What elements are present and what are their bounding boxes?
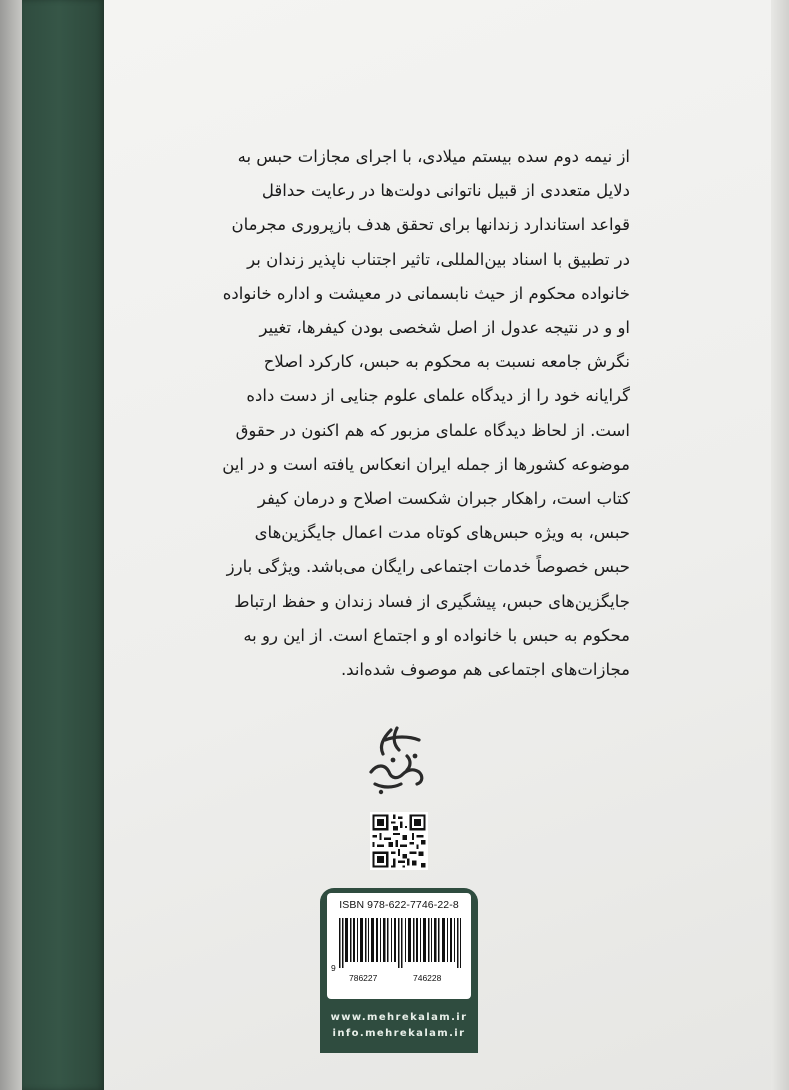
publisher-email[interactable]: info.mehrekalam.ir	[332, 1028, 466, 1039]
blurb-line: حبس، به ویژه حبس‌های کوتاه مدت اعمال جایگزین‌های	[254, 523, 630, 543]
blurb-line: است. از لحاظ دیدگاه علمای مزبور که هم اکنون در حقوق	[235, 420, 630, 440]
barcode-digits-left: 786227	[349, 973, 378, 983]
blurb-line: جایگزین‌های حبس، پیشگیری از فساد زندان و حفظ ارتباط	[234, 591, 630, 611]
blurb-line: از نیمه دوم سده بیستم میلادی، با اجرای مجازات حبس به	[237, 147, 630, 166]
barcode-bars	[339, 918, 461, 968]
background-edge	[0, 0, 22, 1090]
blurb-line: گرایانه خود را از دیدگاه علمای علوم جنایی از دست داده	[246, 386, 630, 406]
blurb-line: قواعد استاندارد زندانها برای تحقق هدف بازپروری مجرمان	[231, 215, 630, 235]
blurb-line: خانواده محکوم از حیث نابسمانی در معیشت و اداره خانواده	[222, 283, 630, 303]
isbn-number: ISBN 978-622-7746-22-8	[339, 899, 459, 911]
blurb-line: موضوعه کشورها از جمله ایران انعکاس یافته است و در این	[222, 454, 630, 474]
blurb-line: حبس خصوصاً خدمات اجتماعی رایگان می‌باشد. ویژگی بارز	[226, 557, 630, 577]
back-cover-blurb	[168, 140, 630, 687]
blurb-line: نگرش جامعه نسبت به محکوم به حبس، کارکرد اصلاح	[263, 352, 630, 372]
blurb-line: کتاب است، راهکار جبران شکست اصلاح و درمان کیفر	[257, 489, 630, 509]
blurb-line: دلایل متعددی از قبیل ناتوانی دولت‌ها در رعایت حداقل	[261, 181, 630, 201]
blurb-line: در تطبیق با اسناد بین‌المللی، تاثیر اجتناب ناپذیر زندان بر	[247, 249, 630, 269]
book-spine	[22, 0, 104, 1090]
cover-right-edge	[771, 0, 789, 1090]
blurb-line: او و در نتیجه عدول از اصل شخصی بودن کیفرها، تغییر	[259, 318, 630, 338]
blurb-line: محکوم به حبس با خانواده او و اجتماع است. از این رو به	[243, 625, 630, 645]
barcode-panel	[327, 893, 471, 999]
barcode-digits-right: 746228	[413, 973, 442, 983]
publisher-website[interactable]: www.mehrekalam.ir	[330, 1012, 468, 1023]
blurb-line: مجازات‌های اجتماعی هم موصوف شده‌اند.	[340, 660, 630, 680]
barcode-first-digit: 9	[331, 963, 336, 973]
publisher-logo-icon	[363, 726, 431, 796]
qr-code[interactable]	[370, 812, 428, 870]
